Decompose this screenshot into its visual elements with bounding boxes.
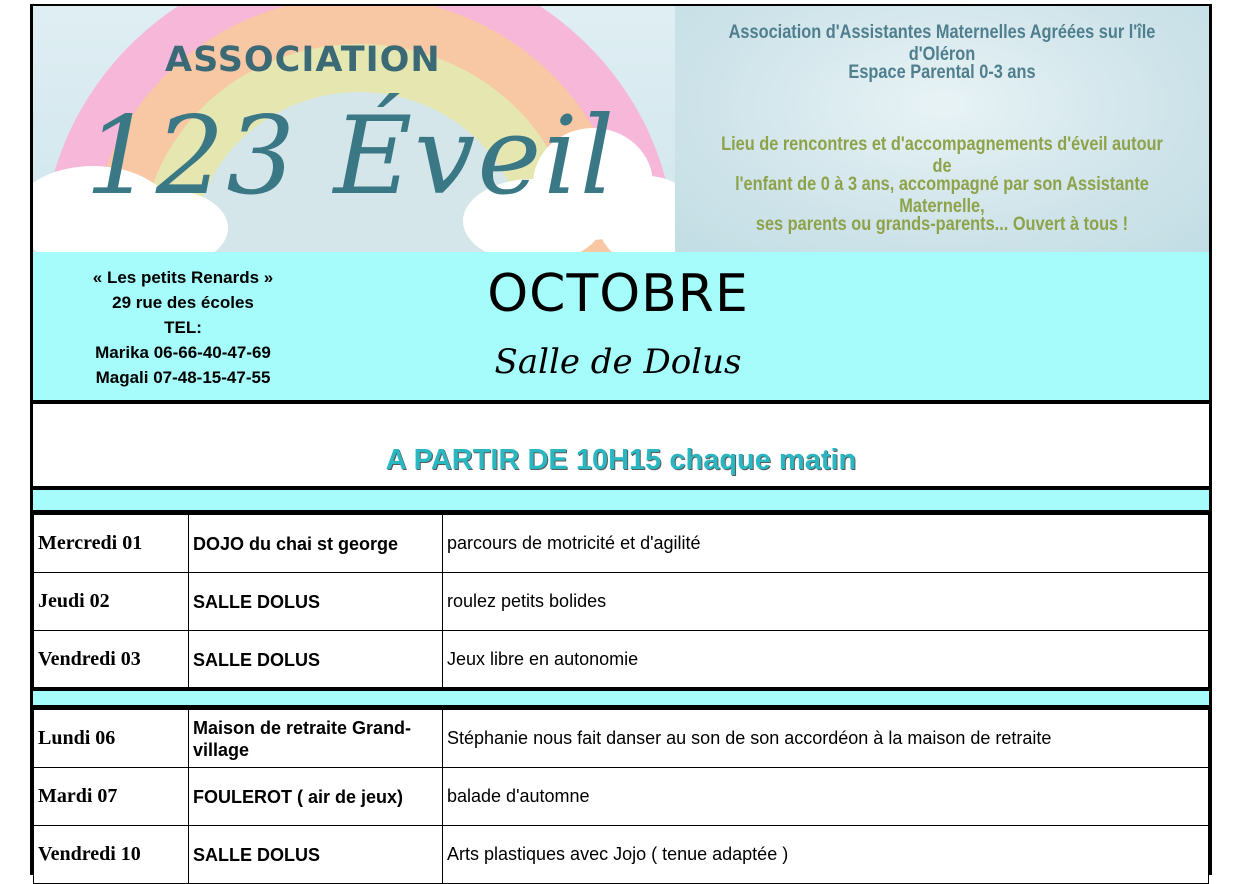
activity-cell: roulez petits bolides	[443, 573, 1209, 631]
month-title: OCTOBRE	[487, 264, 749, 324]
table-row	[34, 515, 1209, 573]
activity-cell: Arts plastiques avec Jojo ( tenue adaptée )	[443, 826, 1209, 884]
contact-venue: « Les petits Renards »	[92, 268, 274, 287]
place-cell: SALLE DOLUS	[189, 826, 443, 884]
table-row	[34, 710, 1209, 768]
day-cell: Mardi 07	[34, 768, 189, 826]
activity-cell: Jeux libre en autonomie	[443, 631, 1209, 689]
info-line-description-2: l'enfant de 0 à 3 ans, accompagné par son Assistante Maternelle,	[735, 174, 1149, 217]
place-cell: FOULEROT ( air de jeux)	[189, 768, 443, 826]
contact-tel-label: TEL:	[164, 318, 202, 337]
info-line-association: Association d'Assistantes Maternelles Agréées sur l'île d'Oléron	[728, 22, 1156, 65]
schedule-table-week1	[33, 514, 1209, 689]
contact-block	[63, 265, 303, 390]
day-cell: Lundi 06	[34, 710, 189, 768]
table-row	[34, 573, 1209, 631]
week-separator	[33, 687, 1209, 709]
notice-text: A PARTIR DE 10H15 chaque matin	[385, 444, 857, 476]
info-line-description-3: ses parents ou grands-parents... Ouvert à tous !	[755, 214, 1129, 235]
activity-cell: parcours de motricité et d'agilité	[443, 515, 1209, 573]
logo-name: 123 Éveil	[85, 94, 617, 219]
association-logo	[33, 6, 675, 252]
day-cell: Vendredi 10	[34, 826, 189, 884]
place-cell: SALLE DOLUS	[189, 631, 443, 689]
flyer-page	[30, 4, 1212, 875]
table-row	[34, 631, 1209, 689]
association-info	[675, 6, 1209, 252]
day-cell: Jeudi 02	[34, 573, 189, 631]
start-time-notice	[33, 400, 1209, 490]
contact-address: 29 rue des écoles	[112, 293, 254, 312]
table-row	[34, 768, 1209, 826]
place-cell: DOJO du chai st george	[189, 515, 443, 573]
info-line-description-1: Lieu de rencontres et d'accompagnements d'éveil autour de	[721, 134, 1163, 177]
activity-cell: balade d'automne	[443, 768, 1209, 826]
info-line-espace: Espace Parental 0-3 ans	[848, 62, 1036, 83]
activity-cell: Stéphanie nous fait danser au son de son accordéon à la maison de retraite	[443, 710, 1209, 768]
place-cell: SALLE DOLUS	[189, 573, 443, 631]
header	[33, 6, 1209, 252]
day-cell: Vendredi 03	[34, 631, 189, 689]
contact-phone-magali: Magali 07-48-15-47-55	[95, 368, 271, 387]
venue-subtitle: Salle de Dolus	[494, 342, 742, 382]
logo-association-word: ASSOCIATION	[165, 40, 441, 80]
day-cell: Mercredi 01	[34, 515, 189, 573]
contact-phone-marika: Marika 06-66-40-47-69	[95, 343, 271, 362]
place-cell: Maison de retraite Grand-village	[189, 710, 443, 768]
schedule-table-week2	[33, 709, 1209, 884]
title-band	[33, 252, 1209, 400]
week-separator	[33, 490, 1209, 514]
